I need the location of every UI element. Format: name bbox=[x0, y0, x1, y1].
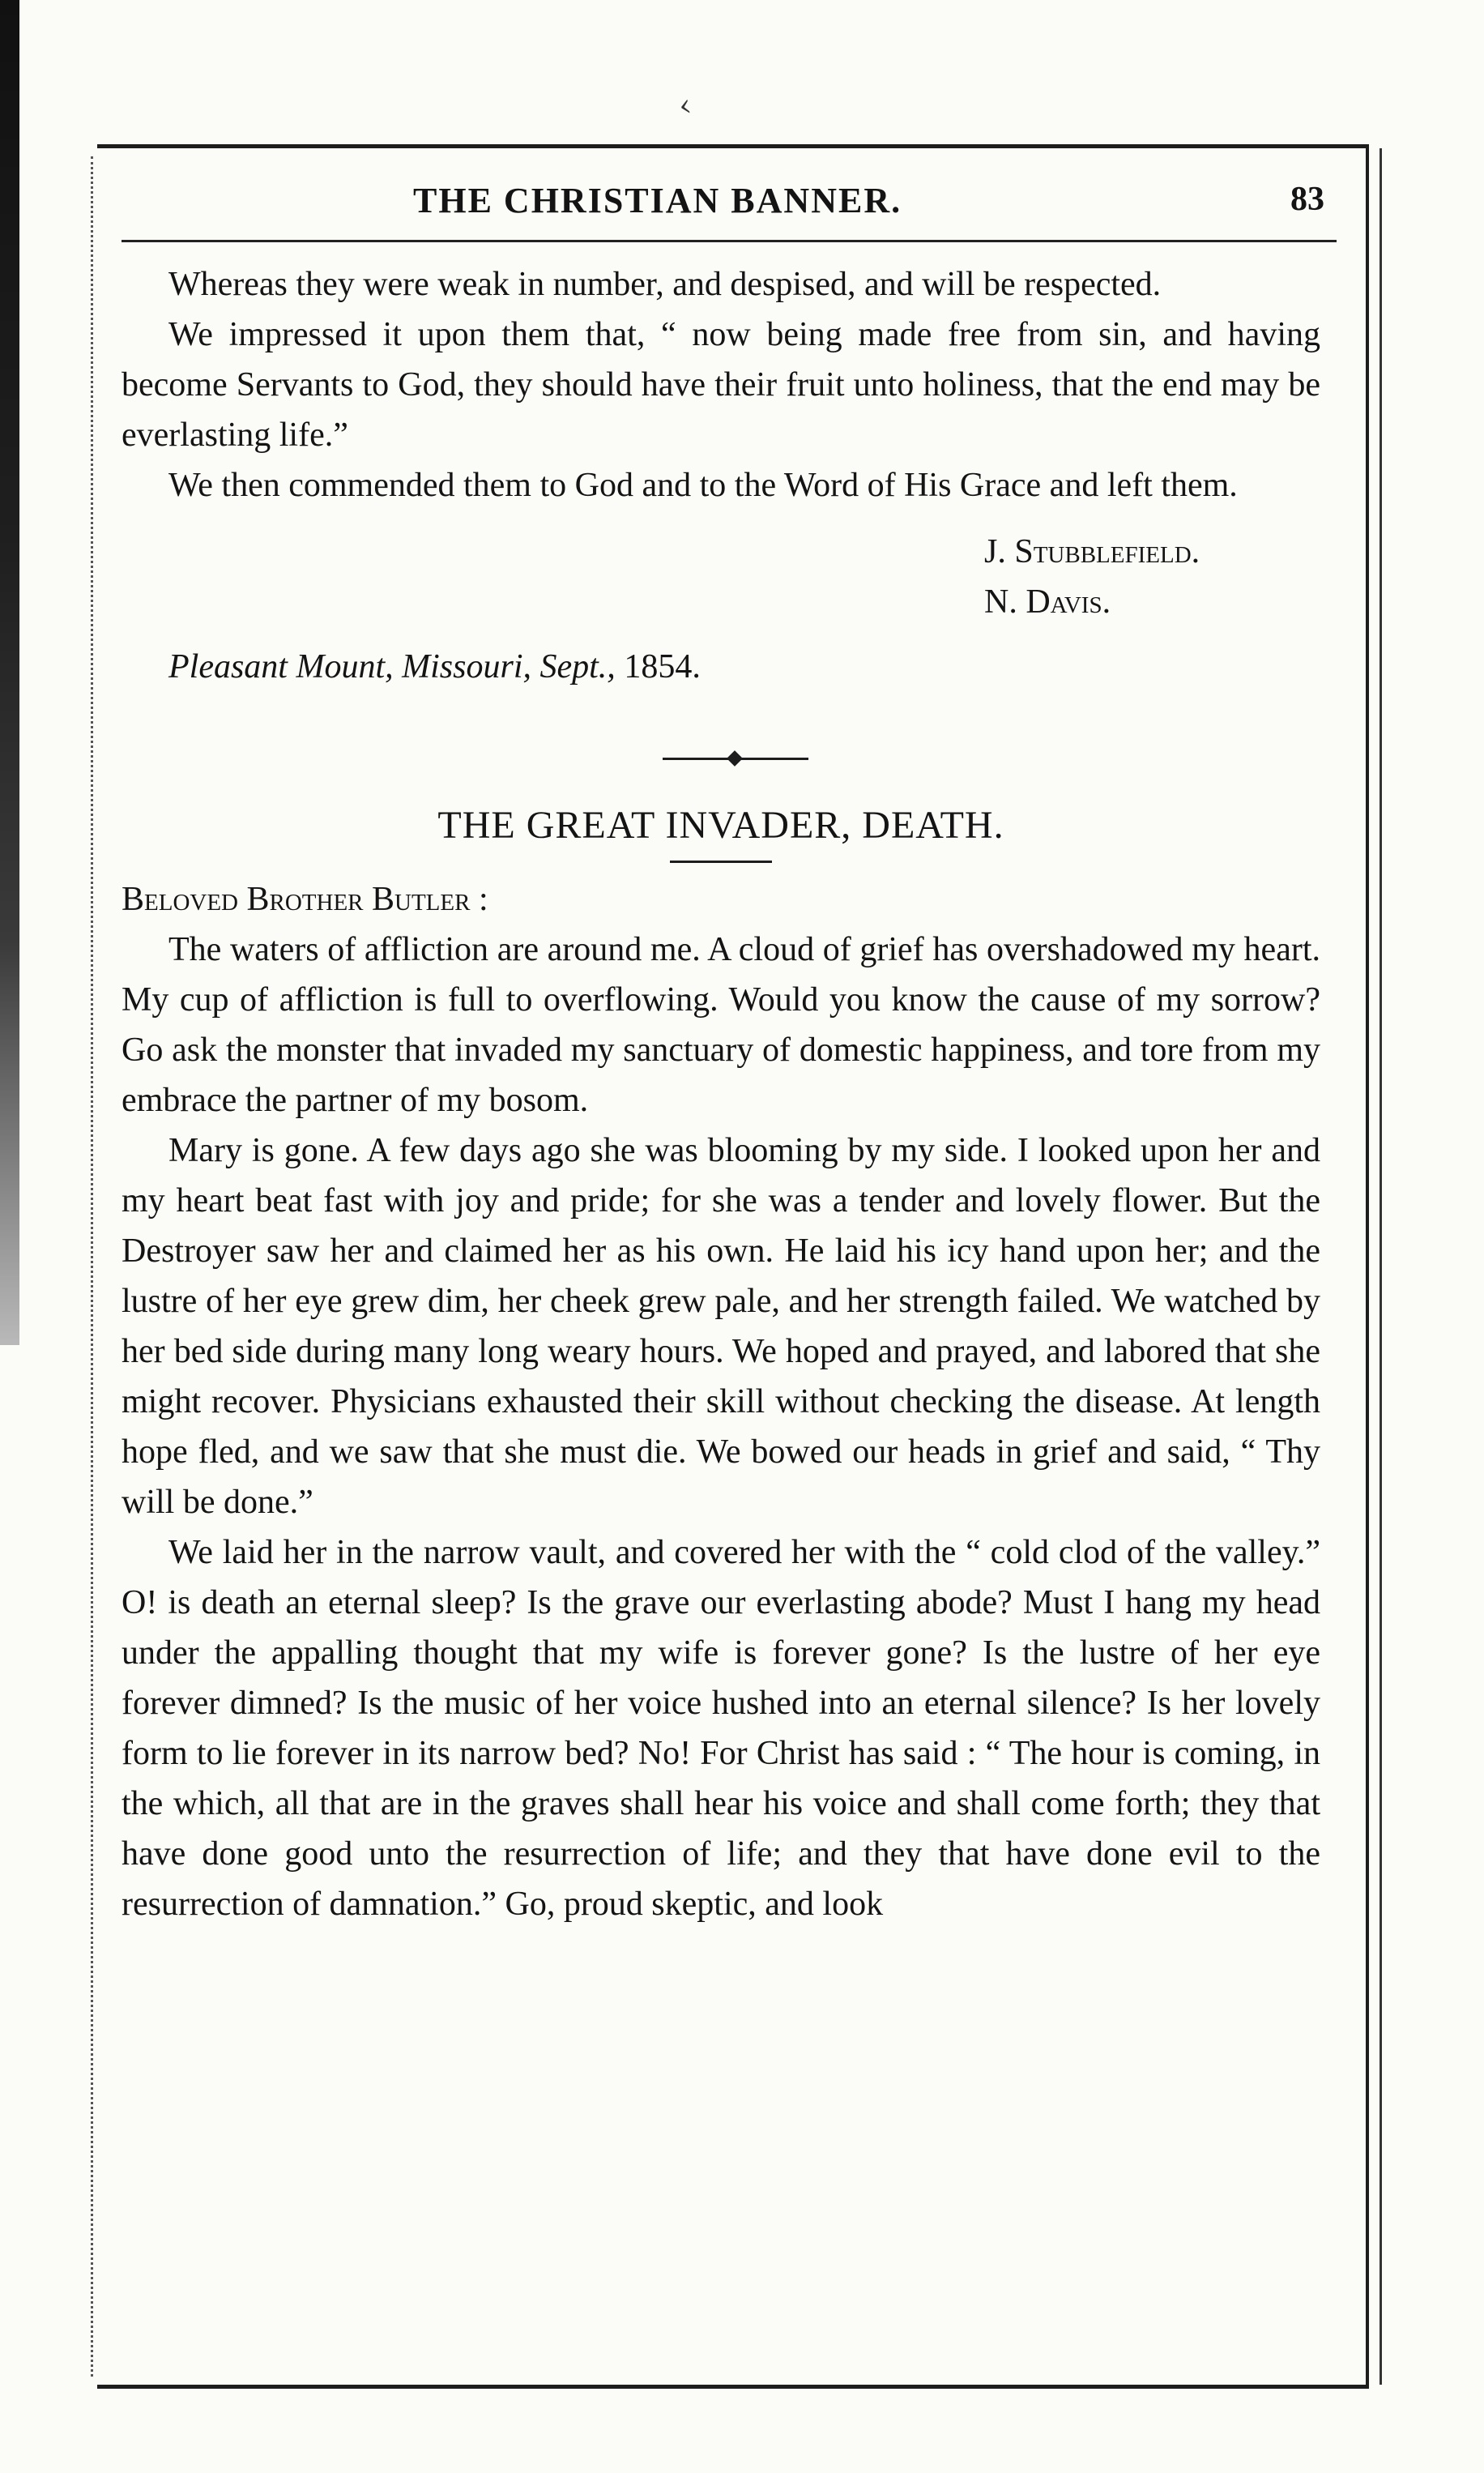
second-article-section bbox=[122, 801, 1320, 1929]
page-content bbox=[122, 259, 1320, 1929]
section-title-rule bbox=[670, 861, 772, 863]
section-divider-ornament bbox=[663, 750, 808, 767]
first-article-paragraph-1: Whereas they were weak in number, and despised, and will be respected. bbox=[168, 266, 1162, 303]
second-article-paragraph-1: The waters of affliction are around me. A cloud of grief has overshadowed my heart. My cup of affliction is full to overflowing. Would you know the cause of my sorrow? Go ask the monster that invaded my sanctuary of domestic happiness, and tore from my embrace the partner of my bosom. bbox=[122, 931, 1320, 1119]
signature-block bbox=[984, 527, 1320, 627]
second-article-paragraph-3: We laid her in the narrow vault, and covered her with the “ cold clod of the valley.” O! is death an eternal sleep? Is the grave our everlasting abode? Must I hang my head under the appalling thought that my wife is forever gone? Is the lustre of her eye forever dimned? Is the music of her voice hushed into an eternal silence? Is her lovely form to lie forever in its narrow bed? No! For Christ has said : “ The hour is coming, in the which, all that are in the graves shall hear his voice and shall come forth; they that have done good unto the resurrection of life; and they that have done evil to the resurrection of damnation.” Go, proud skeptic, and look bbox=[122, 1534, 1320, 1923]
page-spine-shadow bbox=[0, 0, 19, 1345]
signature-davis: N. Davis. bbox=[984, 583, 1111, 621]
running-title: THE CHRISTIAN BANNER. bbox=[413, 181, 902, 220]
dateline bbox=[168, 642, 1320, 692]
first-article-section bbox=[122, 259, 1320, 692]
salutation: Beloved Brother Butler : bbox=[122, 881, 488, 918]
dateline-place: Pleasant Mount, Missouri, Sept., bbox=[168, 648, 616, 686]
page-number: 83 bbox=[1290, 181, 1324, 218]
first-article-paragraph-3: We then commended them to God and to the Word of His Grace and left them. bbox=[168, 467, 1238, 504]
dateline-year: 1854. bbox=[624, 648, 701, 686]
second-article-paragraph-2: Mary is gone. A few days ago she was blooming by my side. I looked upon her and my heart beat fast with joy and pride; for she was a tender and lovely flower. But the Destroyer saw her and claimed her as his own. He laid his icy hand upon her; and the lustre of her eye grew dim, her cheek grew pale, and her strength failed. We watched by her bed side during many long weary hours. We hoped and prayed, and labored that she might recover. Physicians exhausted their skill without checking the disease. At length hope fled, and we saw that she must die. We bowed our heads in grief and said, “ Thy will be done.” bbox=[122, 1132, 1320, 1521]
signature-stubblefield: J. Stubblefield. bbox=[984, 533, 1200, 570]
page-header bbox=[122, 172, 1337, 242]
first-article-paragraph-2: We impressed it upon them that, “ now being made free from sin, and having become Servants to God, they should have their fruit unto holiness, that the end may be everlasting life.” bbox=[122, 316, 1320, 454]
top-page-mark: ‹ bbox=[676, 87, 694, 124]
section-title: THE GREAT INVADER, DEATH. bbox=[437, 804, 1004, 847]
